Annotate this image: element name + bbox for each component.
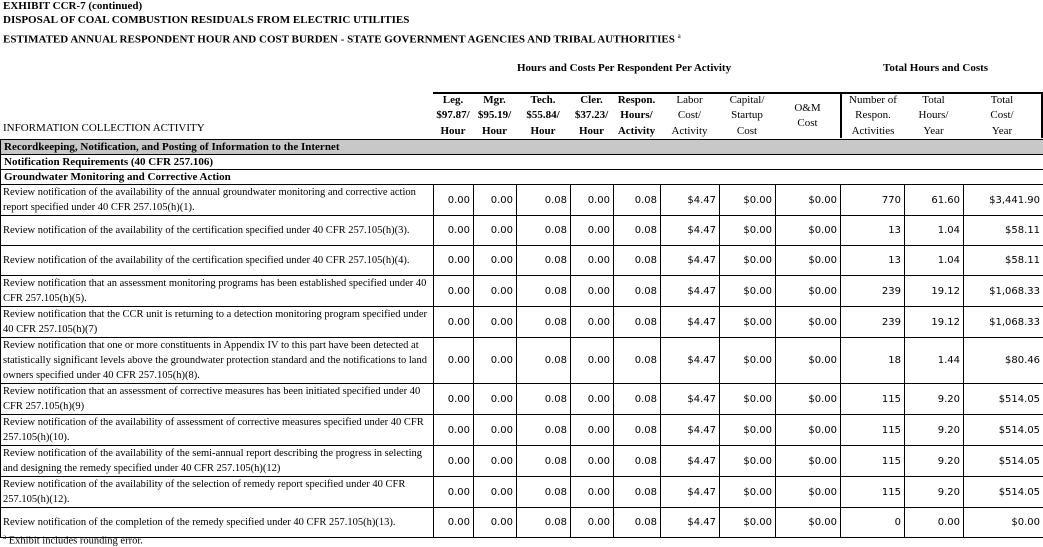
- value-cell: $1,068.33: [964, 276, 1043, 307]
- value-cell: $58.11: [964, 246, 1043, 276]
- value-cell: $4.47: [661, 446, 720, 477]
- value-cell: $0.00: [720, 216, 776, 246]
- value-cell: 0.08: [614, 508, 661, 538]
- table-row: [1, 216, 1043, 246]
- value-cell: 115: [841, 384, 905, 415]
- activity-description: Review notification of the availability of the certification specified under 40 CFR 257.105(h)(4).: [1, 246, 434, 276]
- col-header-line: Cler.: [580, 93, 603, 106]
- section-row: [1, 170, 1043, 185]
- col-header-mgr: [473, 92, 516, 138]
- value-cell: $0.00: [720, 508, 776, 538]
- col-header-total-cost: [963, 92, 1043, 138]
- value-cell: $0.00: [776, 276, 841, 307]
- value-cell: $0.00: [720, 477, 776, 508]
- col-header-leg: [433, 92, 473, 138]
- value-cell: $0.00: [776, 446, 841, 477]
- footnote-text: Exhibit includes rounding error.: [8, 535, 143, 547]
- value-cell: 0.00: [474, 415, 517, 446]
- value-cell: 9.20: [905, 415, 964, 446]
- value-cell: 0.08: [517, 508, 571, 538]
- document-title: DISPOSAL OF COAL COMBUSTION RESIDUALS FROM ELECTRIC UTILITIES: [3, 14, 410, 26]
- value-cell: 0.08: [517, 477, 571, 508]
- value-cell: 0.00: [905, 508, 964, 538]
- activity-description: Review notification that one or more constituents in Appendix IV to this part have been detected at statistically significant levels above the groundwater protection standard and the notifications to land owners specified under 40 CFR 257.105(h)(8).: [1, 338, 434, 384]
- value-cell: $1,068.33: [964, 307, 1043, 338]
- value-cell: $0.00: [964, 508, 1043, 538]
- value-cell: 0.00: [571, 276, 614, 307]
- table-row: [1, 185, 1043, 216]
- group-header-per-activity: Hours and Costs Per Respondent Per Activity: [517, 62, 732, 74]
- value-cell: 0.08: [517, 276, 571, 307]
- value-cell: 61.60: [905, 185, 964, 216]
- value-cell: $0.00: [776, 508, 841, 538]
- col-header-line: O&M: [794, 101, 821, 114]
- value-cell: 1.04: [905, 216, 964, 246]
- col-header-line: Activity: [617, 124, 656, 137]
- value-cell: $0.00: [720, 338, 776, 384]
- value-cell: $58.11: [964, 216, 1043, 246]
- value-cell: 18: [841, 338, 905, 384]
- value-cell: 13: [841, 216, 905, 246]
- value-cell: $0.00: [776, 415, 841, 446]
- value-cell: 19.12: [905, 276, 964, 307]
- table-row: [1, 446, 1043, 477]
- activity-description: Review notification of the availability of the certification specified under 40 CFR 257.105(h)(3).: [1, 216, 434, 246]
- col-header-line: Number of: [849, 93, 897, 106]
- table-row: [1, 307, 1043, 338]
- value-cell: 0.08: [517, 446, 571, 477]
- value-cell: $4.47: [661, 276, 720, 307]
- value-cell: 0.00: [434, 246, 474, 276]
- value-cell: $4.47: [661, 338, 720, 384]
- value-cell: 0.00: [571, 415, 614, 446]
- col-header-line: Total: [990, 93, 1014, 106]
- value-cell: $4.47: [661, 185, 720, 216]
- col-header-line: Cost/: [677, 109, 702, 122]
- value-cell: 19.12: [905, 307, 964, 338]
- value-cell: $0.00: [776, 384, 841, 415]
- col-header-line: Labor: [676, 93, 703, 106]
- value-cell: $4.47: [661, 246, 720, 276]
- value-cell: 9.20: [905, 446, 964, 477]
- table-row: [1, 246, 1043, 276]
- value-cell: 0.00: [474, 508, 517, 538]
- col-header-line: Cost/: [990, 109, 1014, 122]
- value-cell: 1.44: [905, 338, 964, 384]
- activity-description: Review notification of the availability of the selection of remedy report specified under 40 CFR 257.105(h)(12).: [1, 477, 434, 508]
- value-cell: 0.00: [571, 307, 614, 338]
- value-cell: 0.00: [474, 477, 517, 508]
- value-cell: $514.05: [964, 477, 1043, 508]
- value-cell: 0.00: [434, 307, 474, 338]
- value-cell: 0.00: [474, 384, 517, 415]
- activity-description: Review notification of the availability of the semi-annual report describing the progress in selecting and designing the remedy specified under 40 CFR 257.105(h)(12): [1, 446, 434, 477]
- col-header-line: Leg.: [442, 93, 464, 106]
- value-cell: $0.00: [720, 246, 776, 276]
- col-header-cler: [570, 92, 613, 138]
- value-cell: 0.08: [614, 446, 661, 477]
- table-row: [1, 508, 1043, 538]
- table-row: [1, 415, 1043, 446]
- col-header-line: Respon.: [855, 109, 891, 122]
- section-title: Notification Requirements (40 CFR 257.106): [1, 155, 1043, 170]
- value-cell: 13: [841, 246, 905, 276]
- value-cell: $0.00: [720, 276, 776, 307]
- value-cell: $4.47: [661, 384, 720, 415]
- value-cell: 0.00: [571, 384, 614, 415]
- col-header-line: Total: [922, 93, 945, 106]
- value-cell: 115: [841, 477, 905, 508]
- value-cell: $4.47: [661, 415, 720, 446]
- section-row: [1, 155, 1043, 170]
- activity-description: Review notification that the CCR unit is returning to a detection monitoring program specified under 40 CFR 257.105(h)(7): [1, 307, 434, 338]
- col-header-line: Hour: [578, 124, 605, 137]
- value-cell: 770: [841, 185, 905, 216]
- col-header-line: Activities: [851, 124, 895, 137]
- value-cell: 0.00: [434, 508, 474, 538]
- value-cell: 0.08: [517, 384, 571, 415]
- col-header-line: Activity: [671, 124, 708, 137]
- col-header-om-cost: [775, 92, 840, 138]
- col-header-line: Hour: [440, 124, 466, 137]
- value-cell: 115: [841, 415, 905, 446]
- value-cell: 0.08: [614, 276, 661, 307]
- table-row: [1, 384, 1043, 415]
- col-header-line: Respon.: [617, 93, 656, 106]
- value-cell: $4.47: [661, 477, 720, 508]
- value-cell: 0.00: [434, 446, 474, 477]
- col-header-tech: [516, 92, 570, 138]
- value-cell: 0.08: [614, 246, 661, 276]
- value-cell: 0.00: [571, 185, 614, 216]
- value-cell: 0: [841, 508, 905, 538]
- col-header-respon-hours: [613, 92, 660, 138]
- value-cell: 115: [841, 446, 905, 477]
- value-cell: 0.08: [517, 307, 571, 338]
- value-cell: 0.00: [571, 446, 614, 477]
- value-cell: $3,441.90: [964, 185, 1043, 216]
- value-cell: 0.00: [434, 338, 474, 384]
- value-cell: $0.00: [720, 307, 776, 338]
- value-cell: $514.05: [964, 446, 1043, 477]
- footnote-mark: a: [3, 533, 7, 541]
- col-header-line: $97.87/: [436, 109, 470, 122]
- value-cell: 0.08: [517, 338, 571, 384]
- value-cell: 0.08: [614, 338, 661, 384]
- col-header-line: Year: [923, 124, 944, 137]
- col-header-line: Cost: [797, 117, 818, 129]
- col-header-line: Hour: [481, 124, 508, 137]
- activity-column-header: INFORMATION COLLECTION ACTIVITY: [3, 122, 205, 134]
- value-cell: 9.20: [905, 384, 964, 415]
- value-cell: 0.08: [614, 415, 661, 446]
- value-cell: 239: [841, 276, 905, 307]
- col-header-num-activities: [840, 92, 904, 138]
- col-header-line: Hour: [530, 124, 556, 137]
- value-cell: 239: [841, 307, 905, 338]
- subtitle-text: ESTIMATED ANNUAL RESPONDENT HOUR AND COST BURDEN - STATE GOVERNMENT AGENCIES AND TRIBAL AUTHORITIES: [3, 33, 675, 46]
- value-cell: $0.00: [776, 246, 841, 276]
- col-header-line: Tech.: [530, 93, 556, 106]
- col-header-line: Startup: [731, 109, 763, 122]
- burden-table: [0, 139, 1043, 538]
- activity-description: Review notification of the availability of the annual groundwater monitoring and corrective action report specified under 40 CFR 257.105(h)(1).: [1, 185, 434, 216]
- value-cell: 0.00: [434, 384, 474, 415]
- col-header-labor-cost: [660, 92, 719, 138]
- col-header-line: Year: [991, 124, 1013, 137]
- value-cell: $4.47: [661, 216, 720, 246]
- value-cell: $0.00: [720, 415, 776, 446]
- value-cell: 0.00: [571, 477, 614, 508]
- value-cell: 0.00: [571, 216, 614, 246]
- value-cell: $0.00: [776, 338, 841, 384]
- value-cell: 0.00: [474, 307, 517, 338]
- value-cell: $0.00: [776, 477, 841, 508]
- col-header-capital-cost: [719, 92, 775, 138]
- value-cell: $0.00: [720, 185, 776, 216]
- value-cell: 0.08: [517, 415, 571, 446]
- value-cell: 0.00: [571, 338, 614, 384]
- group-header-totals: Total Hours and Costs: [883, 62, 989, 74]
- value-cell: $0.00: [776, 185, 841, 216]
- section-row: [1, 140, 1043, 155]
- value-cell: 0.00: [434, 276, 474, 307]
- value-cell: 0.00: [571, 508, 614, 538]
- col-header-line: Hours/: [918, 109, 949, 122]
- value-cell: 0.08: [517, 185, 571, 216]
- value-cell: $0.00: [776, 216, 841, 246]
- value-cell: $80.46: [964, 338, 1043, 384]
- value-cell: 0.00: [474, 338, 517, 384]
- value-cell: 0.00: [434, 185, 474, 216]
- value-cell: 0.00: [474, 216, 517, 246]
- value-cell: $0.00: [720, 446, 776, 477]
- col-header-line: $95.19/: [477, 109, 512, 122]
- table-row: [1, 338, 1043, 384]
- activity-description: Review notification that an assessment of corrective measures has been initiated specified under 40 CFR 257.105(h)(9): [1, 384, 434, 415]
- value-cell: 1.04: [905, 246, 964, 276]
- subtitle-footnote-mark: a: [677, 32, 681, 40]
- table-row: [1, 477, 1043, 508]
- value-cell: 0.08: [517, 246, 571, 276]
- value-cell: 0.00: [474, 276, 517, 307]
- col-header-line: Cost: [736, 124, 758, 137]
- value-cell: 0.00: [434, 477, 474, 508]
- value-cell: 0.00: [474, 446, 517, 477]
- activity-description: Review notification of the completion of the remedy specified under 40 CFR 257.105(h)(13).: [1, 508, 434, 538]
- value-cell: $514.05: [964, 415, 1043, 446]
- value-cell: 0.08: [614, 384, 661, 415]
- value-cell: $0.00: [776, 307, 841, 338]
- value-cell: 0.08: [614, 185, 661, 216]
- col-header-line: $55.84/: [526, 109, 560, 122]
- value-cell: $0.00: [720, 384, 776, 415]
- value-cell: 0.08: [614, 477, 661, 508]
- value-cell: 0.00: [474, 185, 517, 216]
- table-row: [1, 276, 1043, 307]
- section-title: Groundwater Monitoring and Corrective Action: [1, 170, 1043, 185]
- activity-description: Review notification of the availability of assessment of corrective measures specified under 40 CFR 257.105(h)(10).: [1, 415, 434, 446]
- col-header-line: $37.23/: [574, 109, 609, 122]
- col-header-line: Mgr.: [483, 93, 506, 106]
- footnote: [3, 533, 143, 547]
- section-title: Recordkeeping, Notification, and Posting of Information to the Internet: [1, 140, 1043, 155]
- activity-description: Review notification that an assessment monitoring programs has been established specified under 40 CFR 257.105(h)(5).: [1, 276, 434, 307]
- value-cell: 0.00: [571, 246, 614, 276]
- value-cell: 0.08: [614, 307, 661, 338]
- col-header-total-hours: [904, 92, 963, 138]
- exhibit-label: EXHIBIT CCR-7 (continued): [3, 0, 143, 12]
- value-cell: $4.47: [661, 307, 720, 338]
- value-cell: 0.00: [434, 216, 474, 246]
- value-cell: 0.08: [614, 216, 661, 246]
- value-cell: 0.08: [517, 216, 571, 246]
- document-subtitle: [3, 30, 681, 47]
- col-header-line: Capital/: [729, 93, 765, 106]
- value-cell: $514.05: [964, 384, 1043, 415]
- col-header-line: Hours/: [620, 109, 653, 122]
- value-cell: $4.47: [661, 508, 720, 538]
- value-cell: 9.20: [905, 477, 964, 508]
- value-cell: 0.00: [434, 415, 474, 446]
- value-cell: 0.00: [474, 246, 517, 276]
